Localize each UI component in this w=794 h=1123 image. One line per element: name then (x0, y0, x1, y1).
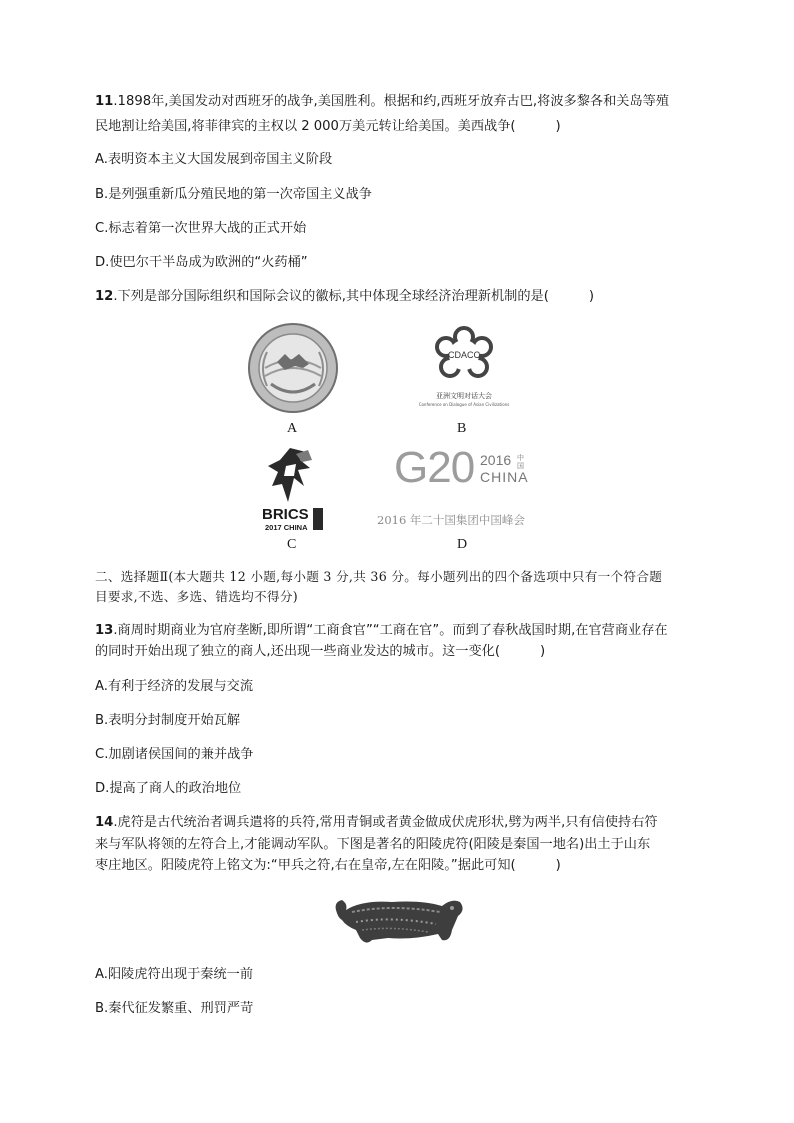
section2-line2: 目要求,不选、多选、错选均不得分) (95, 589, 298, 604)
cdac-cn-label: 亚洲文明对话大会 (436, 392, 492, 400)
caption-d: D (457, 537, 468, 552)
section2-line1: 二、选择题Ⅱ(本大题共 12 小题,每小题 3 分,共 36 分。每小题列出的四个备选项中只有一个符合题 (95, 569, 663, 584)
brics-seal-mark (313, 508, 323, 530)
brics-emblem-logo (266, 446, 322, 506)
g20-caption-text: 2016 年二十国集团中国峰会 (377, 513, 525, 527)
q11-line2: 民地割让给美国,将菲律宾的主权以 2 000万美元转让给美国。美西战争( ) (95, 119, 561, 134)
q12-line1: 12.下列是部分国际组织和国际会议的徽标,其中体现全球经济治理新机制的是( ) (95, 289, 595, 304)
q13-line2: 的同时开始出现了独立的商人,还出现一些商业发达的城市。这一变化( ) (95, 644, 546, 659)
q11-option-b: B.是列强重新瓜分殖民地的第一次帝国主义战争 (95, 187, 372, 202)
q11-option-a: A.表明资本主义大国发展到帝国主义阶段 (95, 152, 333, 167)
brics-text: BRICS (262, 506, 309, 523)
q11-option-c: C.标志着第一次世界大战的正式开始 (95, 221, 307, 236)
q12-number: 12 (95, 289, 114, 304)
q14-option-a: A.阳陵虎符出现于秦统一前 (95, 967, 254, 982)
cdac-text: CDACC (447, 350, 481, 360)
q13-option-c: C.加剧诸侯国间的兼并战争 (95, 747, 254, 762)
g20-year: 2016 (480, 452, 512, 468)
q13-option-b: B.表明分封制度开始瓦解 (95, 713, 241, 728)
brics-sub-text: 2017 CHINA (265, 523, 308, 532)
cdac-emblem-logo (426, 325, 502, 385)
yangling-tiger-tally-image (332, 890, 466, 946)
sco-emblem-logo (247, 322, 339, 414)
caption-a: A (287, 421, 298, 436)
q11-number: 11 (95, 94, 114, 109)
cdac-en-label: Conference on Dialogue of Asian Civilizations (418, 402, 510, 407)
q13-option-d: D.提高了商人的政治地位 (95, 781, 242, 796)
q13-number: 13 (95, 623, 114, 638)
q14-line1: 14.虎符是古代统治者调兵遣将的兵符,常用青铜或者黄金做成伏虎形状,劈为两半,只有信使持右符 (95, 815, 658, 830)
q13-option-a: A.有利于经济的发展与交流 (95, 679, 254, 694)
q11-line1: 11.1898年,美国发动对西班牙的战争,美国胜利。根据和约,西班牙放弃古巴,将波多黎各和关岛等殖 (95, 94, 670, 109)
g20-text: G20 (394, 443, 475, 492)
q13-line1: 13.商周时期商业为官府垄断,即所谓“工商食官”“工商在官”。而到了春秋战国时期,在官营商业存在 (95, 623, 668, 638)
caption-b: B (457, 421, 467, 436)
q14-option-b: B.秦代征发繁重、刑罚严苛 (95, 1001, 254, 1016)
g20-china: CHINA (480, 469, 529, 485)
q14-number: 14 (95, 815, 114, 830)
g20-cn-small: 中国 (517, 454, 524, 470)
q14-line3: 枣庄地区。阳陵虎符上铭文为:“甲兵之符,右在皇帝,左在阳陵。”据此可知( ) (95, 858, 561, 873)
caption-c: C (287, 537, 297, 552)
q14-line2: 来与军队将领的左符合上,才能调动军队。下图是著名的阳陵虎符(阳陵是秦国一地名)出土于山东 (95, 837, 651, 852)
q11-option-d: D.使巴尔干半岛成为欧洲的“火药桶” (95, 255, 308, 270)
